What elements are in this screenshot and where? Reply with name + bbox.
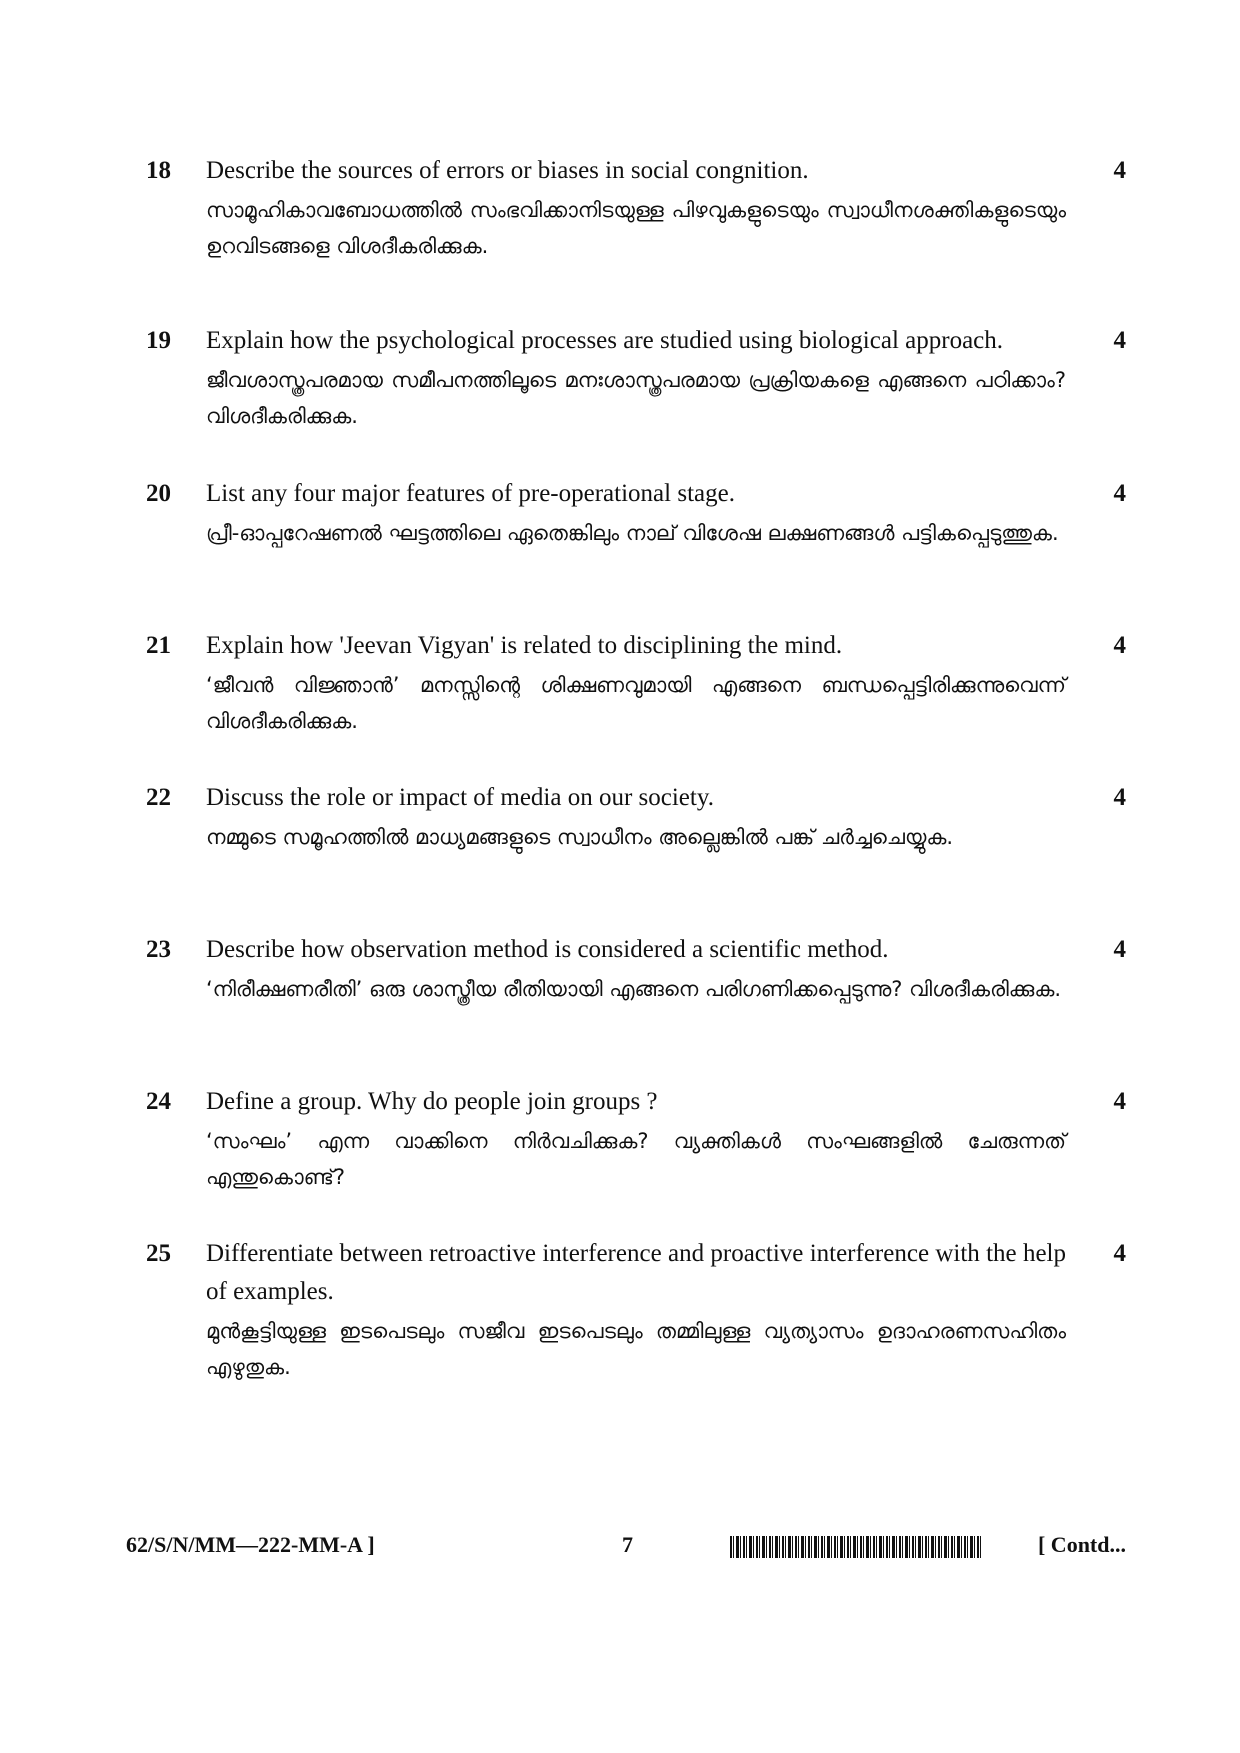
- question-body: [206, 1083, 1066, 1195]
- question-number: 25: [146, 1240, 171, 1267]
- paper-code: 62/S/N/MM—222-MM-A ]: [126, 1532, 375, 1557]
- question-marks: 4: [1113, 784, 1126, 811]
- question-text-english: List any four major features of pre-operational stage.: [206, 480, 735, 507]
- question-marks: 4: [1113, 936, 1126, 963]
- question-body: [206, 152, 1066, 264]
- question-number: 22: [146, 784, 171, 811]
- page-footer: [126, 1530, 1126, 1570]
- question-body: [206, 475, 1066, 551]
- question-text-english: Describe the sources of errors or biases in social congnition.: [206, 157, 809, 184]
- question-body: [206, 931, 1066, 1007]
- question-body: [206, 1235, 1066, 1385]
- question-text-english: Describe how observation method is considered a scientific method.: [206, 936, 889, 963]
- question-body: [206, 627, 1066, 739]
- question-number: 24: [146, 1088, 171, 1115]
- question-text-malayalam: ‘സംഘം’ എന്ന വാക്കിനെ നിർവചിക്കുക? വ്യക്തികൾ സംഘങ്ങളിൽ ചേരുന്നത് എന്തുകൊണ്ട്?: [206, 1129, 1066, 1189]
- continued-label: [ Contd...: [1037, 1532, 1126, 1557]
- question-text-malayalam: ‘ജീവൻ വിജ്ഞാൻ’ മനസ്സിന്റെ ശിക്ഷണവുമായി എങ്ങനെ ബന്ധപ്പെട്ടിരിക്കുന്നുവെന്ന് വിശദീകരിക്കുക.: [206, 673, 1066, 733]
- question-text-english: Define a group. Why do people join groups ?: [206, 1088, 658, 1115]
- question-text-english: Explain how 'Jeevan Vigyan' is related to disciplining the mind.: [206, 632, 843, 659]
- question-text-malayalam: നമ്മുടെ സമൂഹത്തിൽ മാധ്യമങ്ങളുടെ സ്വാധീനം അല്ലെങ്കിൽ പങ്ക് ചർച്ചചെയ്യുക.: [206, 825, 954, 849]
- question-text-english: Differentiate between retroactive interference and proactive interference with the help of examples.: [206, 1240, 1066, 1305]
- page-number: 7: [622, 1532, 633, 1557]
- question-number: 23: [146, 936, 171, 963]
- question-text-english: Discuss the role or impact of media on our society.: [206, 784, 714, 811]
- question-text-malayalam: പ്രീ-ഓപ്പറേഷണൽ ഘട്ടത്തിലെ ഏതെങ്കിലും നാല് വിശേഷ ലക്ഷണങ്ങൾ പട്ടികപ്പെടുത്തുക.: [206, 521, 1059, 545]
- question-text-malayalam: സാമൂഹികാവബോധത്തിൽ സംഭവിക്കാനിടയുള്ള പിഴവുകളുടെയും സ്വാധീനശക്തികളുടെയും ഉറവിടങ്ങളെ വിശദീകരിക്കുക.: [206, 198, 1066, 258]
- question-body: [206, 779, 1066, 855]
- question-marks: 4: [1113, 157, 1126, 184]
- question-number: 21: [146, 632, 171, 659]
- question-body: [206, 322, 1066, 434]
- question-marks: 4: [1113, 327, 1126, 354]
- question-marks: 4: [1113, 1088, 1126, 1115]
- question-text-malayalam: ജീവശാസ്ത്രപരമായ സമീപനത്തിലൂടെ മനഃശാസ്ത്രപരമായ പ്രക്രിയകളെ എങ്ങനെ പഠിക്കാം? വിശദീകരിക്കുക.: [206, 368, 1066, 428]
- question-marks: 4: [1113, 480, 1126, 507]
- barcode-icon: [730, 1536, 982, 1558]
- question-marks: 4: [1113, 1240, 1126, 1267]
- question-text-malayalam: മുൻകൂട്ടിയുള്ള ഇടപെടലും സജീവ ഇടപെടലും തമ്മിലുള്ള വ്യത്യാസം ഉദാഹരണസഹിതം എഴുതുക.: [206, 1319, 1066, 1379]
- question-text-english: Explain how the psychological processes are studied using biological approach.: [206, 327, 1004, 354]
- question-text-malayalam: ‘നിരീക്ഷണരീതി’ ഒരു ശാസ്ത്രീയ രീതിയായി എങ്ങനെ പരിഗണിക്കപ്പെടുന്നു? വിശദീകരിക്കുക.: [206, 977, 1062, 1001]
- question-marks: 4: [1113, 632, 1126, 659]
- question-number: 20: [146, 480, 171, 507]
- question-number: 19: [146, 327, 171, 354]
- question-number: 18: [146, 157, 171, 184]
